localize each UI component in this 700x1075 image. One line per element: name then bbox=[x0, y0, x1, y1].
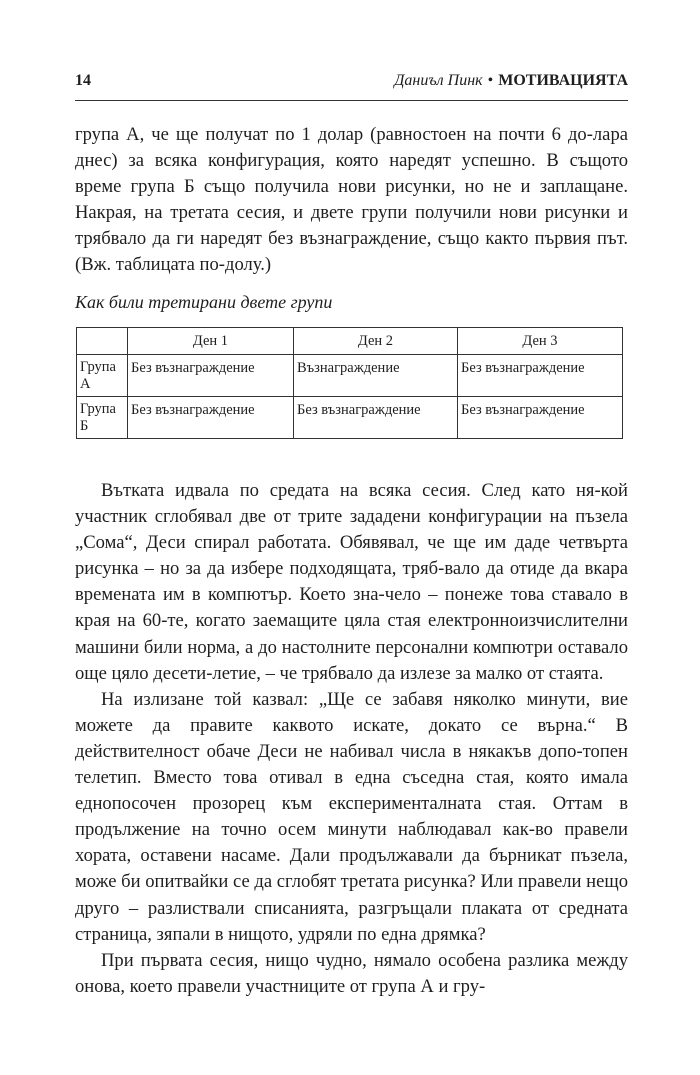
treatment-table bbox=[76, 327, 623, 439]
page-number: 14 bbox=[75, 72, 91, 89]
row-header-group-b: Група Б bbox=[77, 397, 128, 439]
paragraph-2-text bbox=[75, 478, 628, 687]
paragraph-3-text bbox=[75, 687, 628, 948]
table-cell: Без възнаграждение bbox=[128, 355, 294, 397]
text-line: нови рисунки и трябвало да ги наредят без възнаграждение, bbox=[75, 202, 628, 250]
text-line: На излизане той казвал: „Ще се забавя няколко минути, bbox=[101, 688, 591, 710]
text-line: удряли по една дрямка? bbox=[297, 923, 486, 945]
text-line: даде четвърта рисунка – но за да избере подходящата, тряб- bbox=[75, 532, 628, 580]
text-line: кой участник сглобявал две от трите зададени конфигурации bbox=[75, 480, 628, 528]
header-rule bbox=[75, 100, 628, 101]
text-line: разгръщали плаката от средната страница, зяпали в нищото, bbox=[75, 897, 629, 945]
text-line: Вътката идвала по средата на всяка сесия. След като ня- bbox=[101, 480, 601, 501]
book-title: МОТИВАЦИЯТА bbox=[498, 72, 628, 89]
table-row bbox=[77, 397, 623, 439]
text-line: рисунка? Или правели нещо друго – разлиствали списанията, bbox=[75, 871, 628, 919]
text-line: действителност обаче Деси не набивал числа в някакъв допо- bbox=[75, 740, 583, 762]
text-line: настолните персонални компютри оставало още цяло десети- bbox=[75, 636, 628, 684]
running-header bbox=[75, 72, 628, 96]
text-line: чело – понеже това ставало в края на 60-те, когато заемащите bbox=[75, 584, 628, 632]
paragraph-4-text bbox=[75, 948, 628, 1000]
header-separator: • bbox=[487, 72, 494, 89]
text-line: во правели хората, оставени насаме. Дали продължавали да bbox=[75, 819, 628, 867]
text-line: същото време група Б също получила нови рисунки, но не и bbox=[75, 150, 628, 198]
text-line: При първата сесия, нищо чудно, нямало особена разлика bbox=[101, 949, 570, 971]
text-line: топен телетип. Вместо това отивал в една съседна стая, която bbox=[75, 740, 628, 789]
table-header-day-3: Ден 3 bbox=[458, 328, 623, 355]
table-caption: Как били третирани двете групи bbox=[75, 292, 333, 312]
paragraph-1 bbox=[75, 122, 628, 279]
text-line: цяла стая електронноизчислителни машини били норма, а до bbox=[75, 610, 628, 658]
text-line: лара днес) за всяка конфигурация, която наредят успешно. В bbox=[75, 124, 628, 172]
text-line: на пъзела „Сома“, Деси спирал работата. Обявявал, че ще им bbox=[75, 506, 628, 554]
text-line: бърникат пъзела, може би опитвайки се да сглобят третата bbox=[75, 845, 628, 893]
text-line: също както първия път. (Вж. таблицата по-долу.) bbox=[75, 228, 628, 276]
body-text bbox=[75, 478, 628, 1000]
author-name: Даниъл Пинк bbox=[394, 72, 483, 89]
table-cell: Без възнаграждение bbox=[294, 397, 458, 439]
running-title bbox=[394, 72, 628, 90]
table-header-corner bbox=[77, 328, 128, 355]
text-line: имала еднопосочен прозорец към експерименталната стая. bbox=[75, 767, 628, 815]
table-header-day-1: Ден 1 bbox=[128, 328, 294, 355]
text-line: вие можете да правите каквото искате, докато се върна.“ В bbox=[75, 688, 628, 736]
text-line: между онова, което правели участниците от група А и гру- bbox=[75, 949, 628, 997]
table-row bbox=[77, 355, 623, 397]
paragraph-1-text bbox=[75, 122, 628, 279]
table-cell: Възнаграждение bbox=[294, 355, 458, 397]
text-line: вало да отиде да вкара времената им в компютър. Което зна- bbox=[75, 558, 628, 606]
table-header-row bbox=[77, 328, 623, 355]
table-cell: Без възнаграждение bbox=[128, 397, 294, 439]
table-cell: Без възнаграждение bbox=[458, 397, 623, 439]
table-header-day-2: Ден 2 bbox=[294, 328, 458, 355]
text-line: заплащане. Накрая, на третата сесия, и двете групи получили bbox=[75, 176, 628, 224]
text-line: група А, че ще получат по 1 долар (равностоен на почти 6 до- bbox=[75, 124, 593, 145]
row-header-group-a: Група А bbox=[77, 355, 128, 397]
text-line: Оттам в продължение на точно осем минути наблюдавал как- bbox=[75, 793, 628, 841]
text-line: летие, – че трябвало да излезе за малко от стаята. bbox=[212, 662, 604, 684]
table-cell: Без възнаграждение bbox=[458, 355, 623, 397]
